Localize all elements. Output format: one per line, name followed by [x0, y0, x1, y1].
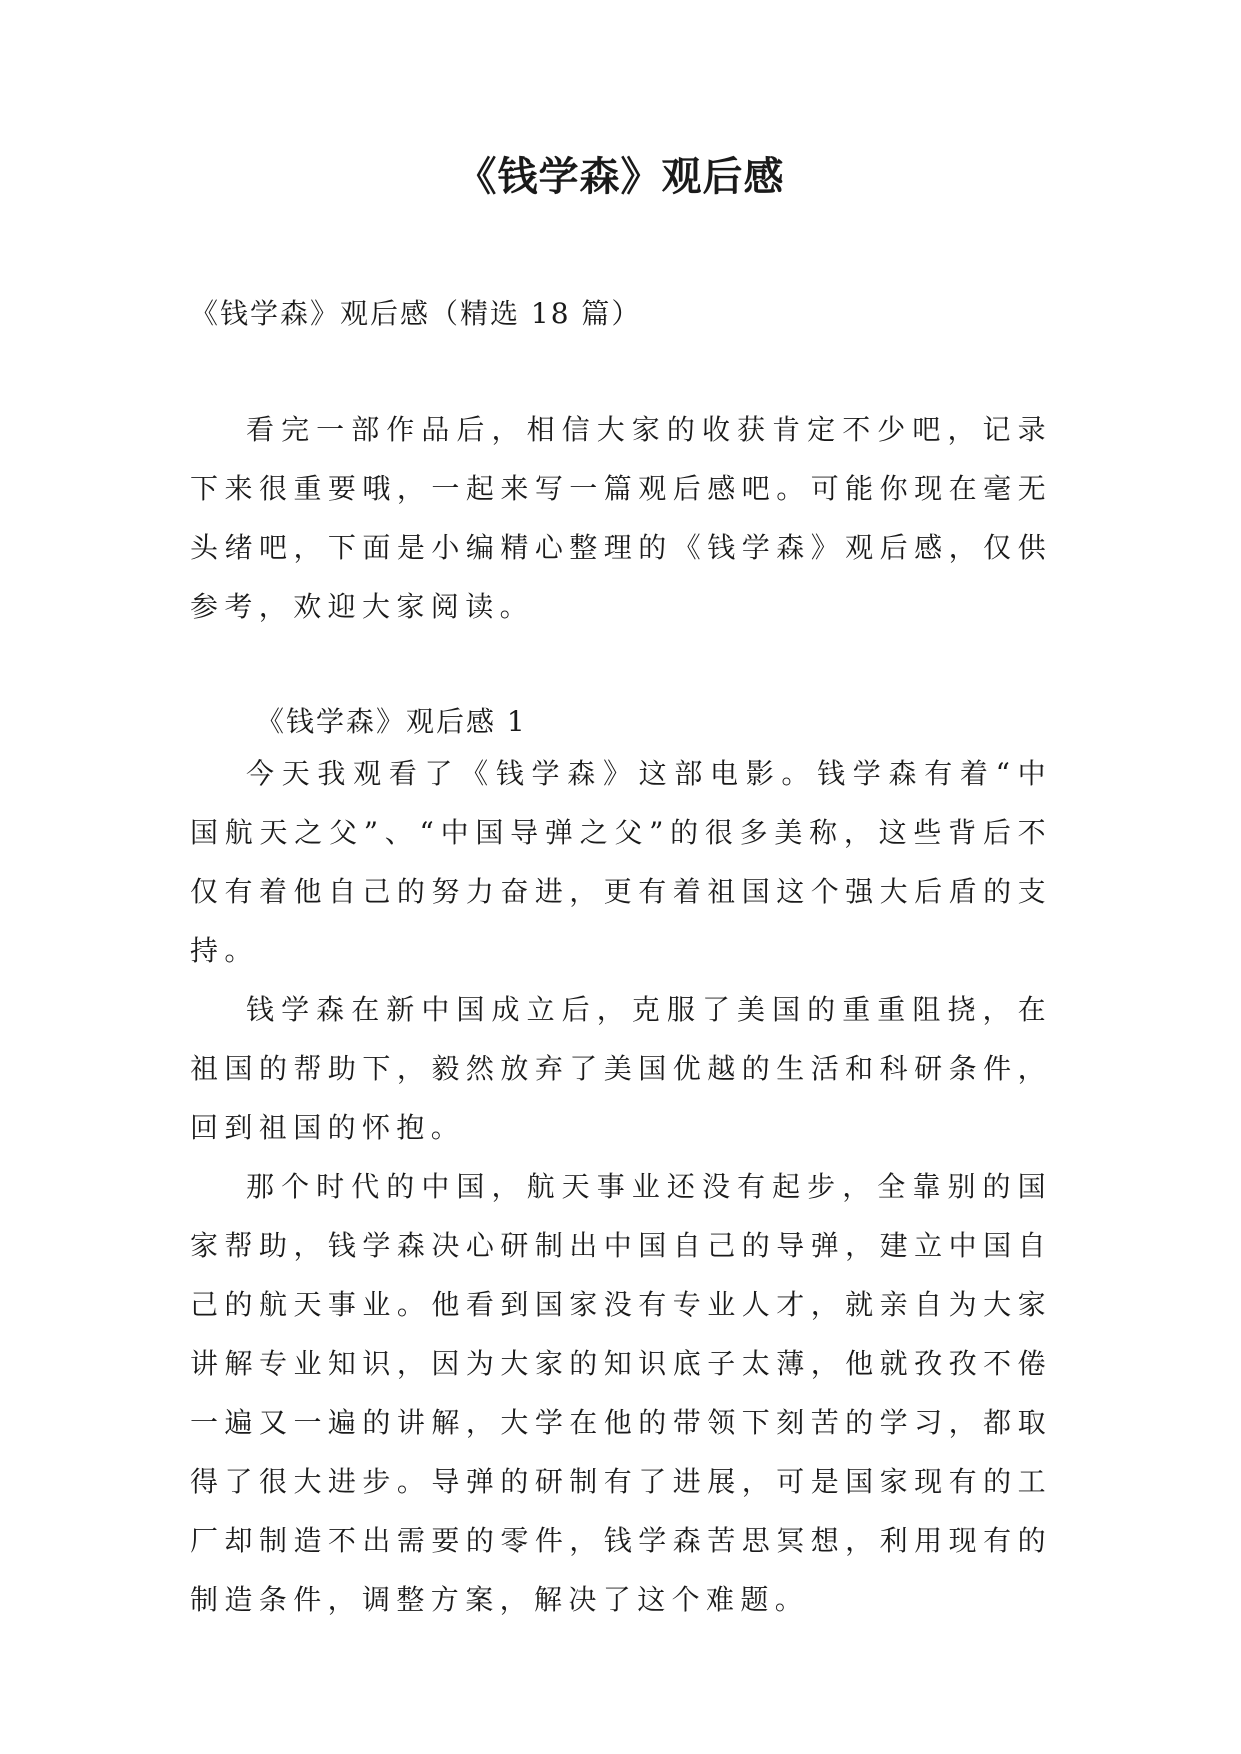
intro-block [190, 400, 1052, 636]
body-paragraph-3: 那个时代的中国，航天事业还没有起步，全靠别的国家帮助，钱学森决心研制出中国自己的导弹，建立中国自己的航天事业。他看到国家没有专业人才，就亲自为大家讲解专业知识，因为大家的知识底子太薄，他就孜孜不倦一遍又一遍的讲解，大学在他的带领下刻苦的学习，都取得了很大进步。导弹的研制有了进展，可是国家现有的工厂却制造不出需要的零件，钱学森苦思冥想，利用现有的制造条件，调整方案，解决了这个难题。 [190, 1170, 1052, 1616]
body-paragraph-1: 今天我观看了《钱学森》这部电影。钱学森有着“中国航天之父”、“中国导弹之父”的很多美称，这些背后不仅有着他自己的努力奋进，更有着祖国这个强大后盾的支持。 [190, 757, 1052, 967]
section-heading: 《钱学森》观后感 1 [256, 705, 527, 738]
body-paragraph-2: 钱学森在新中国成立后，克服了美国的重重阻挠，在祖国的帮助下，毅然放弃了美国优越的生活和科研条件，回到祖国的怀抱。 [190, 993, 1052, 1144]
document-title: 《钱学森》观后感 [456, 154, 785, 200]
essay-body [190, 744, 1052, 1629]
document-subtitle: 《钱学森》观后感（精选 18 篇） [190, 297, 642, 330]
intro-paragraph: 看完一部作品后，相信大家的收获肯定不少吧，记录下来很重要哦，一起来写一篇观后感吧。可能你现在毫无头绪吧，下面是小编精心整理的《钱学森》观后感，仅供参考，欢迎大家阅读。 [190, 413, 1052, 623]
